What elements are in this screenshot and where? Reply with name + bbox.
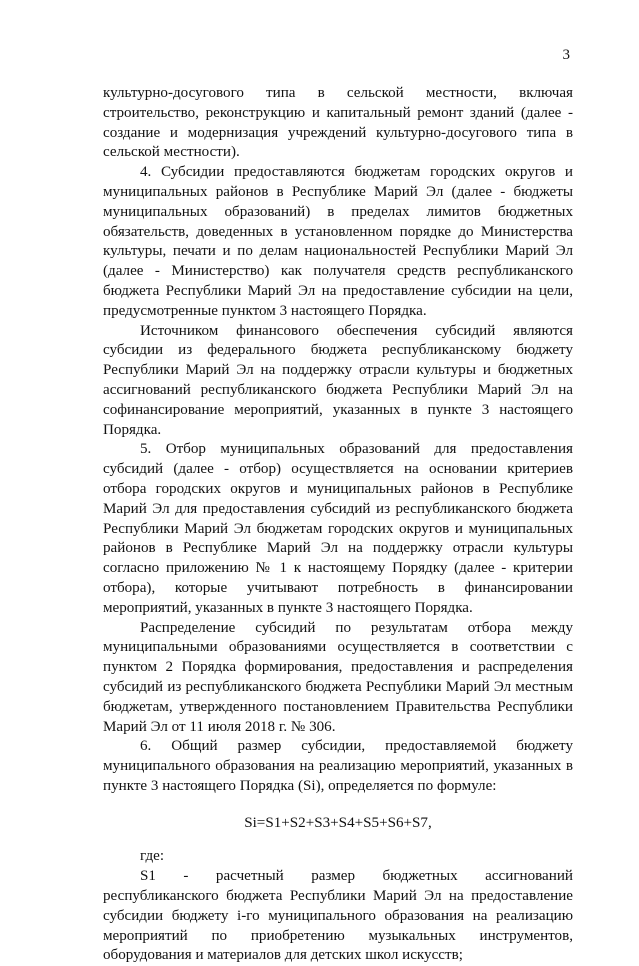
where-label: где: <box>140 848 165 865</box>
paragraph-funding-source: Источником финансового обеспечения субсидий являются субсидии из федерального бюджета республиканскому бюджету Республики Марий Эл на поддержку отрасли культуры и бюджетных ассигнований республиканского бюджета Республики Марий Эл на софинансирование мероприятий, указанных в пункте 3 настоящего Порядка. <box>103 322 573 438</box>
paragraph-distribution: Распределение субсидий по результатам отбора между муниципальными образованиями осуществляется в соответствии с пунктом 2 Порядка формирования, предоставления и распределения субсидий из республиканского бюджета Республики Марий Эл местным бюджетам, утвержденного постановлением Правительства Республики Марий Эл от 11 июля 2018 г. № 306. <box>103 619 573 735</box>
paragraph-continuation: культурно-досугового типа в сельской местности, включая строительство, реконструкцию и капитальный ремонт зданий (далее - создание и модернизация учреждений культурно-досугового типа в сельской местности). <box>103 85 573 161</box>
paragraph-item-6: 6. Общий размер субсидии, предоставляемой бюджету муниципального образования на реализацию мероприятий, указанных в пункте 3 настоящего Порядка (Si), определяется по формуле: <box>103 738 573 794</box>
document-body <box>103 84 573 966</box>
definition-s1: S1 - расчетный размер бюджетных ассигнований республиканского бюджета Республики Марий Эл на предоставление субсидии бюджету i-го муниципального образования на реализацию мероприятий по приобретению музыкальных инструментов, оборудования и материалов для детских школ искусств; <box>103 868 573 964</box>
page-number: 3 <box>562 47 570 63</box>
paragraph-item-4: 4. Субсидии предоставляются бюджетам городских округов и муниципальных районов в Республике Марий Эл (далее - бюджеты муниципальных образований) в пределах лимитов бюджетных обязательств, доведенных в установленном порядке до Министерства культуры, печати и по делам национальностей Республики Марий Эл (далее - Министерство) как получателя средств республиканского бюджета Республики Марий Эл на предоставление субсидии на цели, предусмотренные пунктом 3 настоящего Порядка. <box>103 164 573 319</box>
formula: Si=S1+S2+S3+S4+S5+S6+S7, <box>244 814 432 831</box>
paragraph-item-5: 5. Отбор муниципальных образований для предоставления субсидий (далее - отбор) осуществляется на основании критериев отбора городских округов и муниципальных районов в Республике Марий Эл для предоставления субсидий из республиканского бюджета Республики Марий Эл бюджетам городских округов и муниципальных районов в Республике Марий Эл на поддержку отрасли культуры согласно приложению № 1 к настоящему Порядку (далее - критерии отбора), которые учитывают потребность в финансировании мероприятий, указанных в пункте 3 настоящего Порядка. <box>103 441 573 616</box>
